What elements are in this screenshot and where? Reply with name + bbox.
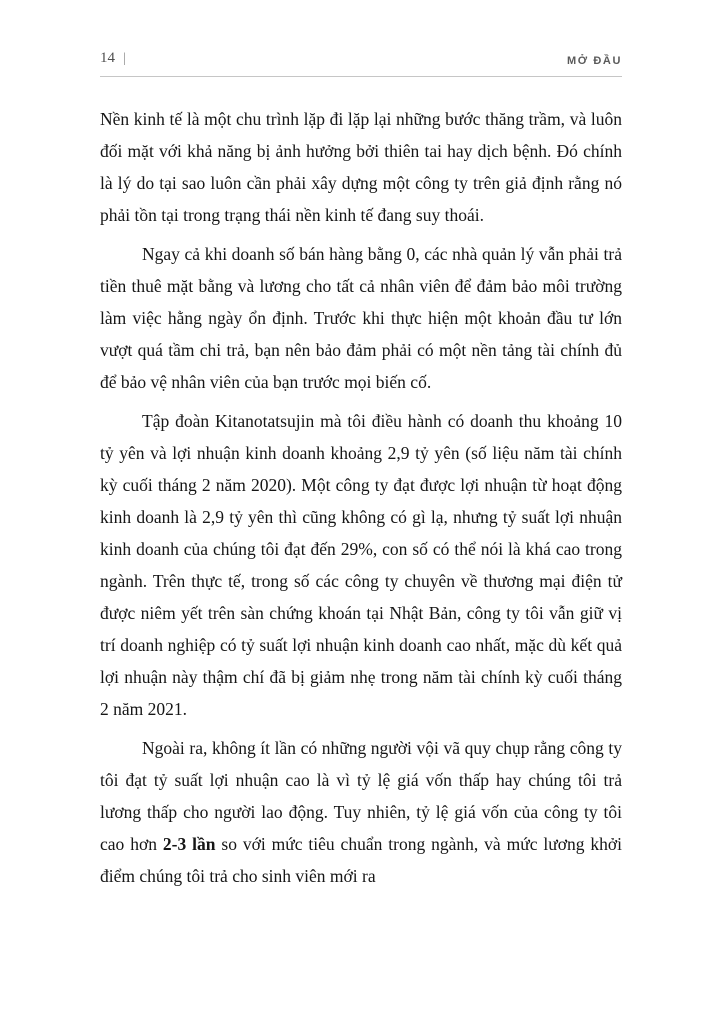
body-text bbox=[100, 77, 622, 892]
paragraph-2: Ngay cả khi doanh số bán hàng bằng 0, các nhà quản lý vẫn phải trả tiền thuê mặt bằng và lương cho tất cả nhân viên để đảm bảo môi trường làm việc hằng ngày ổn định. Trước khi thực hiện một khoản đầu tư lớn vượt quá tầm chi trả, bạn nên bảo đảm phải có một nền tảng tài chính đủ để bảo vệ nhân viên của bạn trước mọi biến cố. bbox=[100, 244, 622, 392]
paragraph-4-bold-text: 2-3 lần bbox=[162, 834, 216, 854]
paragraph-3: Tập đoàn Kitanotatsujin mà tôi điều hành có doanh thu khoảng 10 tỷ yên và lợi nhuận kinh doanh khoảng 2,9 tỷ yên (số liệu năm tài chính kỳ cuối tháng 2 năm 2020). Một công ty đạt được lợi nhuận từ hoạt động kinh doanh là 2,9 tỷ yên thì cũng không có gì lạ, nhưng tỷ suất lợi nhuận kinh doanh của chúng tôi đạt đến 29%, con số có thể nói là khá cao trong ngành. Trên thực tế, trong số các công ty chuyên về thương mại điện tử được niêm yết trên sàn chứng khoán tại Nhật Bản, công ty tôi vẫn giữ vị trí doanh nghiệp có tỷ suất lợi nhuận kinh doanh cao nhất, mặc dù kết quả lợi nhuận này thậm chí đã bị giảm nhẹ trong năm tài chính kỳ cuối tháng 2 năm 2021. bbox=[100, 411, 622, 719]
page-header bbox=[100, 50, 622, 77]
paragraph-4 bbox=[100, 732, 622, 892]
paragraph-1: Nền kinh tế là một chu trình lặp đi lặp lại những bước thăng trầm, và luôn đối mặt với khả năng bị ảnh hưởng bởi thiên tai hay dịch bệnh. Đó chính là lý do tại sao luôn cần phải xây dựng một công ty trên giả định rằng nó phải tồn tại trong trạng thái nền kinh tế đang suy thoái. bbox=[100, 109, 622, 225]
page-number-block bbox=[100, 50, 126, 67]
paragraph-4-text-start: Ngoài ra, không ít lần có những người vội vã quy chụp rằng công ty tôi đạt tỷ suất lợi nhuận cao là vì tỷ lệ giá vốn thấp hay chúng tôi trả lương thấp cho người lao động. Tuy nhiên, tỷ lệ giá vốn của công ty tôi cao hơn bbox=[100, 738, 622, 854]
page-number: 14 bbox=[100, 50, 115, 66]
section-title: MỞ ĐẦU bbox=[566, 55, 622, 67]
paragraph-4-text-end: so với mức tiêu chuẩn trong ngành, và mức lương khởi điểm chúng tôi trả cho sinh viên mới ra bbox=[100, 834, 622, 886]
header-divider: | bbox=[123, 51, 126, 66]
